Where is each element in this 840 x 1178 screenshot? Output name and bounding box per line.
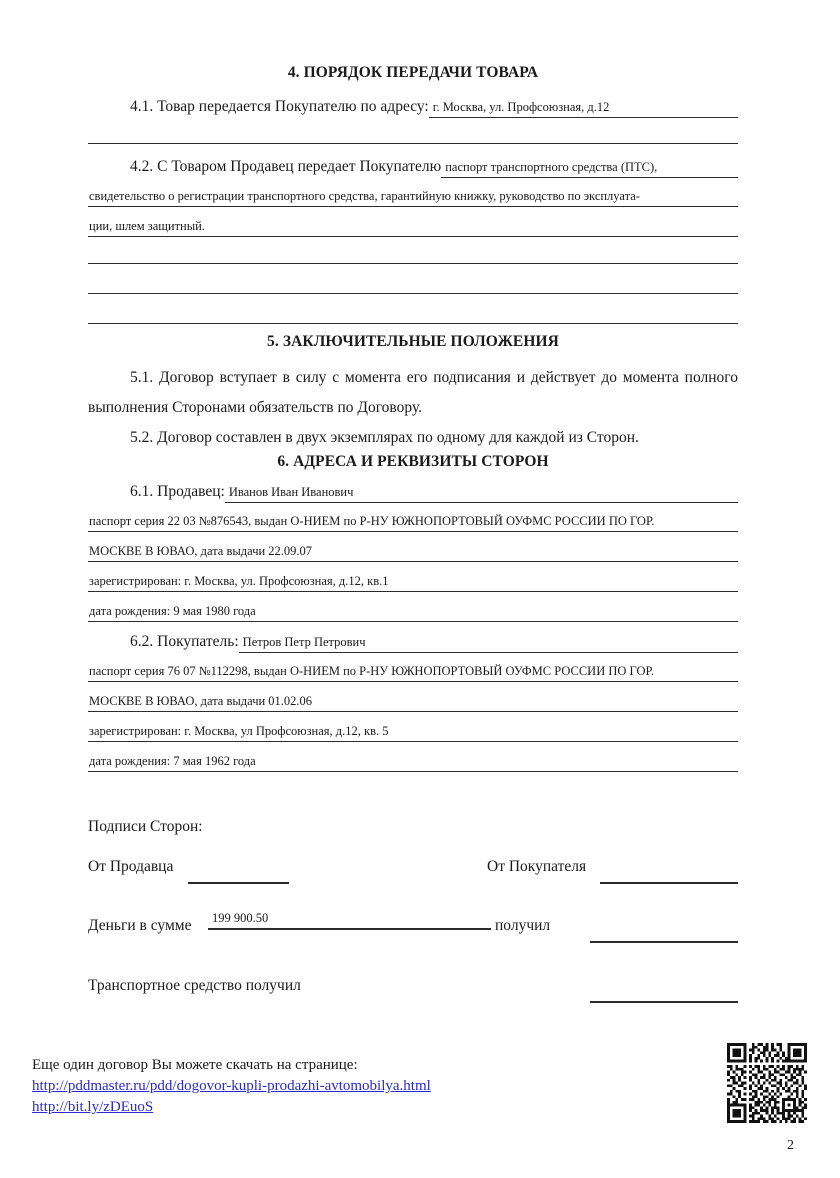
field-4-1-value[interactable]: г. Москва, ул. Профсоюзная, д.12 bbox=[429, 99, 738, 118]
field-buyer-passport-line-2[interactable]: МОСКВЕ В ЮВАО, дата выдачи 01.02.06 bbox=[88, 693, 738, 712]
signatures-title: Подписи Сторон: bbox=[88, 818, 203, 835]
field-seller-registration[interactable]: зарегистрирован: г. Москва, ул. Профсоюзная, д.12, кв.1 bbox=[88, 573, 738, 592]
field-buyer-birth-date[interactable]: дата рождения: 7 мая 1962 года . bbox=[88, 753, 738, 772]
field-buyer-label: 6.2. Покупатель: bbox=[130, 633, 239, 650]
clause-5-1: 5.1. Договор вступает в силу с момента его подписания и действует до момента полного выполнения Сторонами обязательств по Договору. bbox=[88, 369, 738, 416]
field-4-2-value-line-6[interactable] bbox=[88, 308, 738, 324]
money-amount-value[interactable]: 199 900.50 bbox=[208, 909, 491, 930]
vehicle-received-label: Транспортное средство получил bbox=[88, 977, 301, 994]
qr-code-icon bbox=[727, 1043, 807, 1123]
seller-signature-label: От Продавца bbox=[88, 858, 174, 875]
field-4-1-delivery-address bbox=[88, 98, 738, 118]
document-content bbox=[88, 0, 738, 1178]
section-5-heading: 5. ЗАКЛЮЧИТЕЛЬНЫЕ ПОЛОЖЕНИЯ bbox=[267, 333, 559, 350]
qr-code-svg bbox=[727, 1043, 807, 1123]
field-4-2-value-line-4[interactable] bbox=[88, 248, 738, 264]
money-amount-label: Деньги в сумме bbox=[88, 917, 192, 934]
field-4-2-value-line-2[interactable]: свидетельство о регистрации транспортного средства, гарантийную книжку, руководство по эксплуата- bbox=[88, 188, 738, 207]
field-buyer-name-row bbox=[88, 633, 738, 653]
field-4-2-value-line-5[interactable] bbox=[88, 278, 738, 294]
field-4-2-value-line-3[interactable]: ции, шлем защитный. bbox=[88, 218, 738, 237]
field-seller-passport-line-2[interactable]: МОСКВЕ В ЮВАО, дата выдачи 22.09.07 bbox=[88, 543, 738, 562]
field-seller-name-row bbox=[88, 483, 738, 503]
section-4-heading: 4. ПОРЯДОК ПЕРЕДАЧИ ТОВАРА bbox=[287, 64, 539, 81]
money-received-label: получил bbox=[495, 917, 551, 934]
field-buyer-name[interactable]: Петров Петр Петрович bbox=[239, 634, 738, 653]
section-6-heading: 6. АДРЕСА И РЕКВИЗИТЫ СТОРОН bbox=[277, 453, 549, 470]
field-4-1-label: 4.1. Товар передается Покупателю по адресу: bbox=[130, 98, 429, 115]
field-buyer-passport-line-1[interactable]: паспорт серия 76 07 №112298, выдан О-НИЕМ по Р-НУ ЮЖНОПОРТОВЫЙ ОУФМС РОССИИ ПО ГОР. bbox=[88, 663, 738, 682]
clause-5-2: 5.2. Договор составлен в двух экземплярах по одному для каждой из Сторон. bbox=[130, 429, 639, 446]
field-buyer-registration[interactable]: зарегистрирован: г. Москва, ул Профсоюзная, д.12, кв. 5 bbox=[88, 723, 738, 742]
field-4-2-handover-items bbox=[88, 158, 738, 178]
field-4-2-label: 4.2. С Товаром Продавец передает Покупателю bbox=[130, 158, 442, 175]
field-seller-passport-line-1[interactable]: паспорт серия 22 03 №876543, выдан О-НИЕМ по Р-НУ ЮЖНОПОРТОВЫЙ ОУФМС РОССИИ ПО ГОР. bbox=[88, 513, 738, 532]
buyer-signature-label: От Покупателя bbox=[487, 858, 587, 875]
vehicle-received-signature-line[interactable] bbox=[590, 989, 738, 1003]
buyer-signature-line[interactable] bbox=[600, 870, 738, 884]
page-number: 2 bbox=[787, 1138, 794, 1153]
footer-promo-text: Еще один договор Вы можете скачать на странице: bbox=[32, 1057, 358, 1073]
footer-link-short[interactable]: http://bit.ly/zDEuoS bbox=[32, 1099, 154, 1115]
field-4-1-continuation[interactable] bbox=[88, 128, 738, 144]
field-seller-birth-date[interactable]: дата рождения: 9 мая 1980 года . bbox=[88, 603, 738, 622]
field-4-2-value-line-1[interactable]: паспорт транспортного средства (ПТС), bbox=[441, 159, 738, 178]
field-seller-name[interactable]: Иванов Иван Иванович bbox=[225, 484, 738, 503]
footer-promo-block bbox=[32, 1055, 431, 1118]
money-received-signature-line[interactable] bbox=[590, 929, 738, 943]
seller-signature-line[interactable] bbox=[188, 870, 289, 884]
field-seller-label: 6.1. Продавец: bbox=[130, 483, 225, 500]
footer-link-full[interactable]: http://pddmaster.ru/pdd/dogovor-kupli-prodazhi-avtomobilya.html bbox=[32, 1078, 431, 1094]
